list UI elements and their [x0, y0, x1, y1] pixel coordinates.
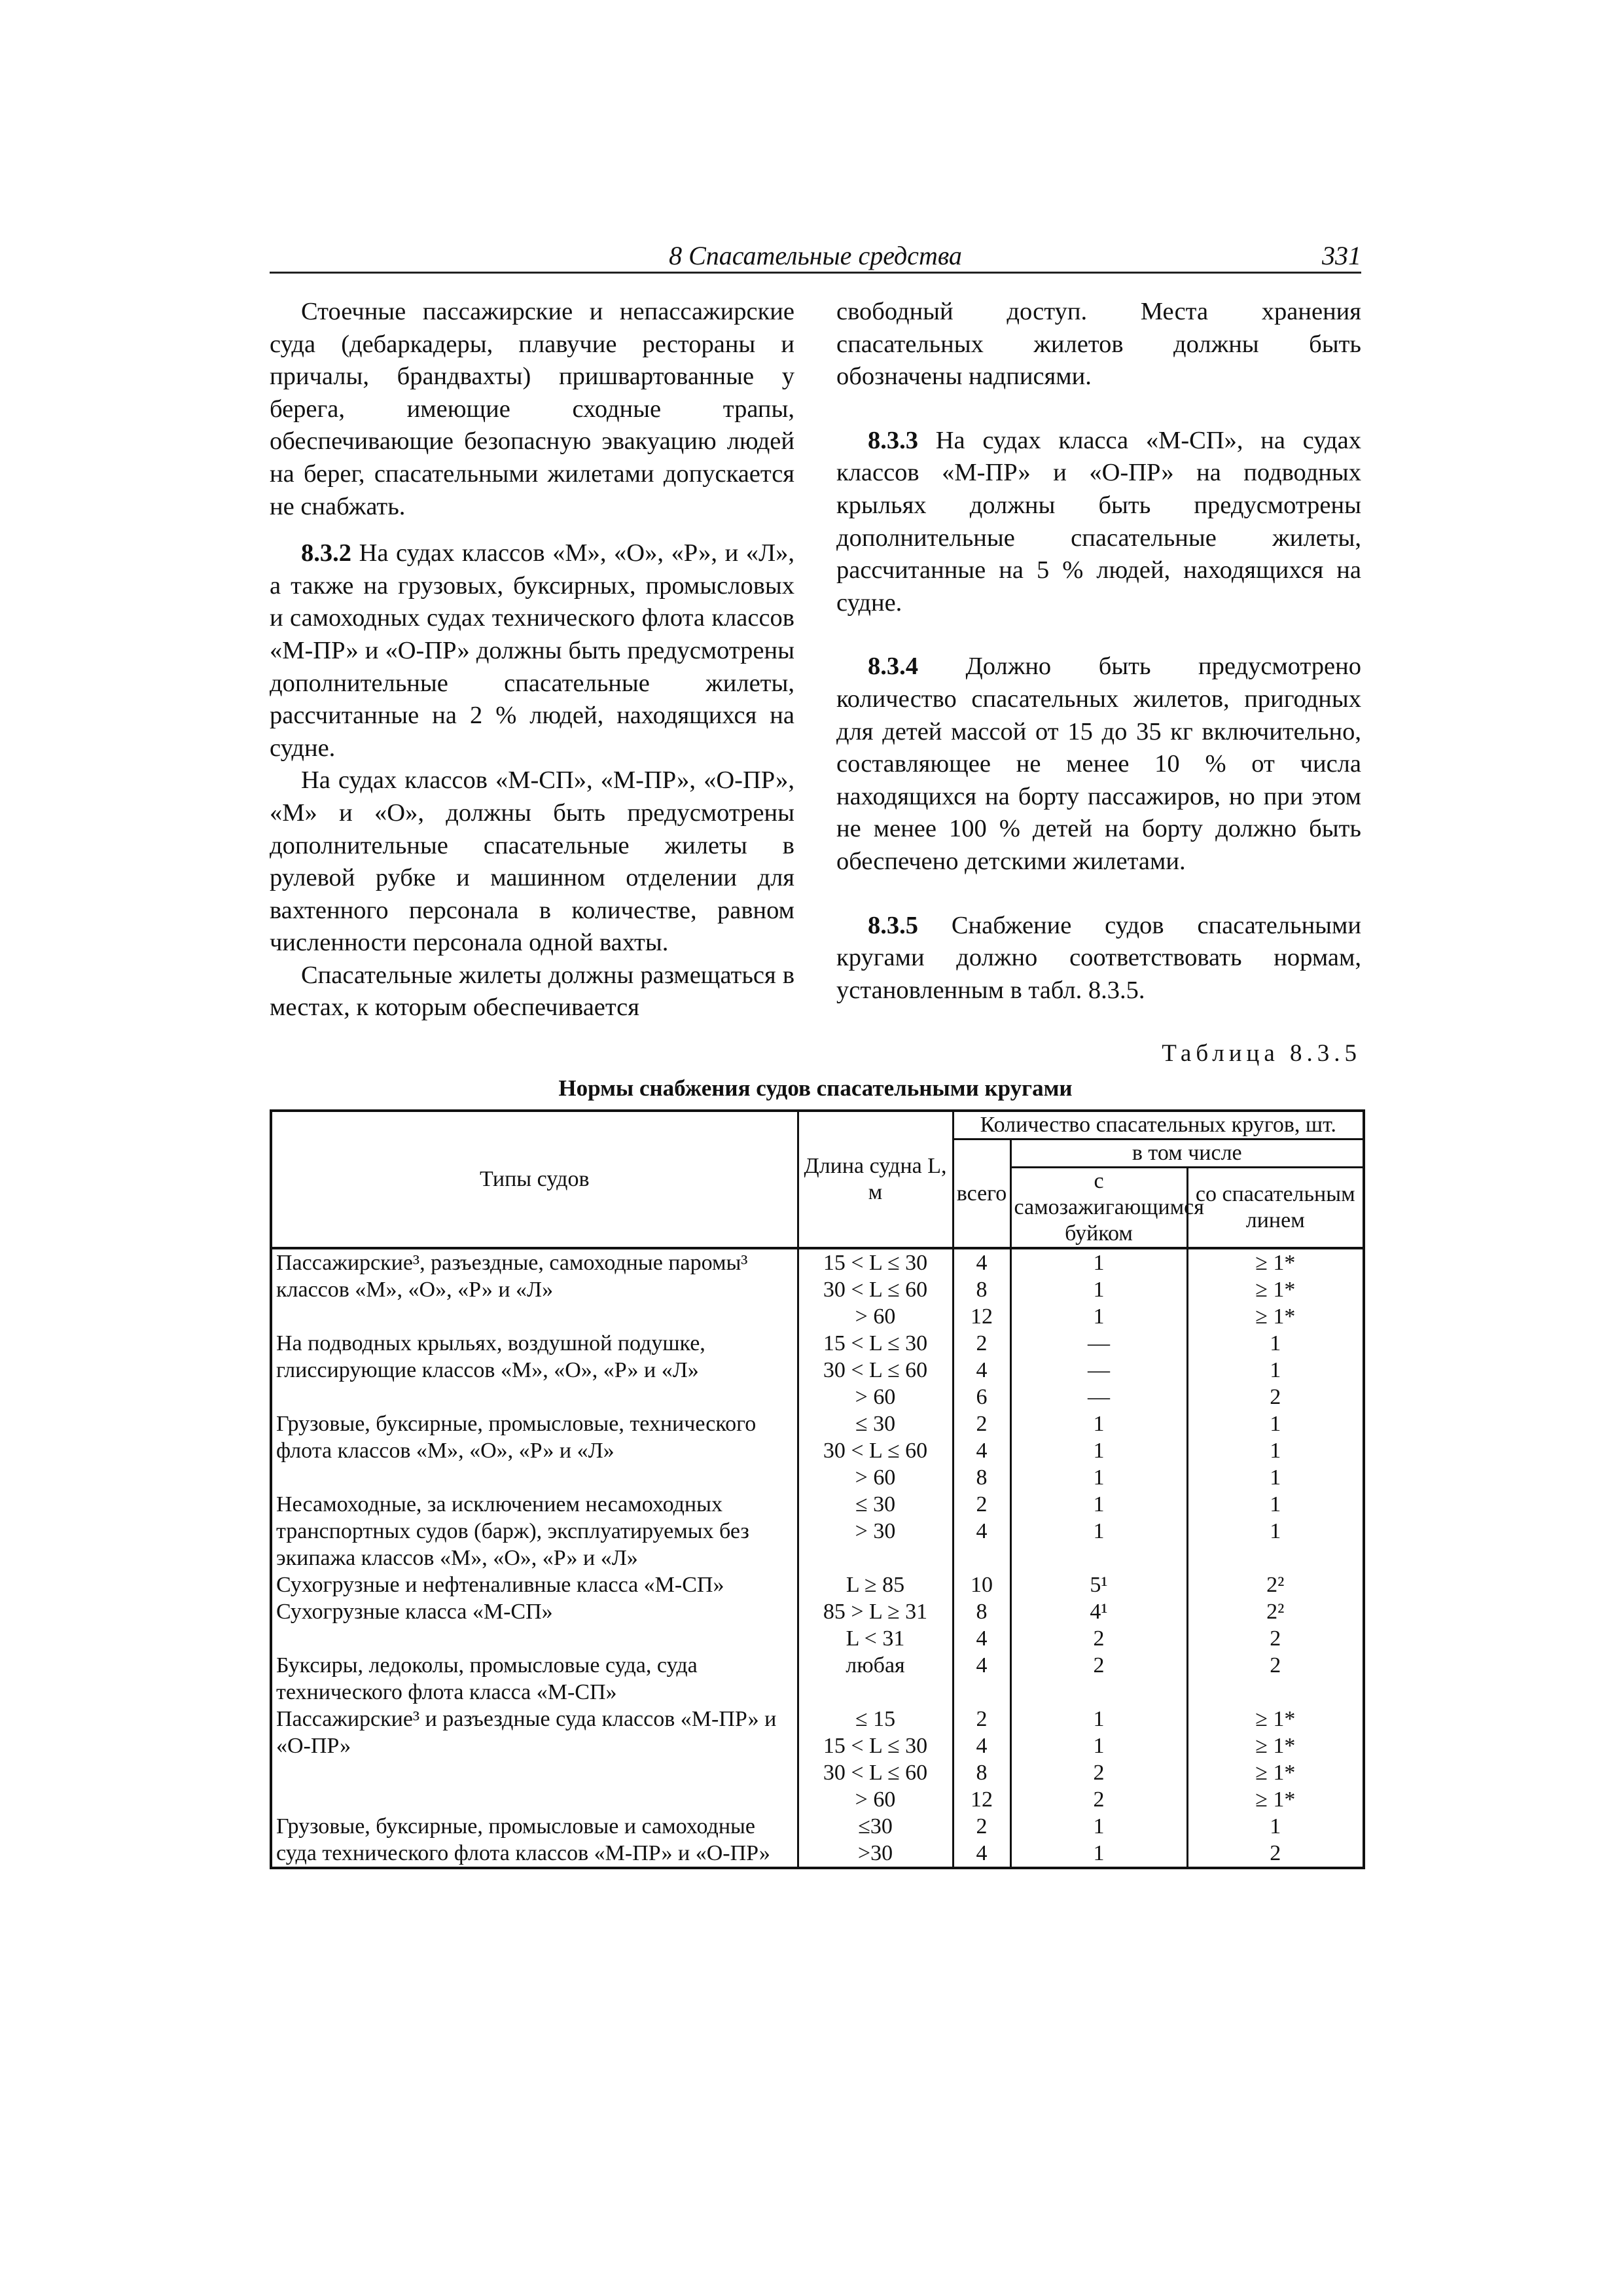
- table-row: [271, 1706, 1364, 1813]
- clause-number: 8.3.5: [868, 911, 918, 939]
- length-cell: ≤ 15 15 < L ≤ 30 30 < L ≤ 60 > 60: [798, 1706, 953, 1813]
- line-cell: 2² 2: [1187, 1598, 1364, 1652]
- section-title: 8 Спасательные средства: [669, 241, 962, 270]
- running-header: [270, 239, 1361, 274]
- line-cell: 2²: [1187, 1571, 1364, 1598]
- length-cell: L ≥ 85: [798, 1571, 953, 1598]
- buoy-cell: 2: [1010, 1652, 1187, 1706]
- header-with-line: со спасательным линем: [1187, 1168, 1364, 1249]
- right-column: [836, 296, 1361, 1007]
- total-cell: 2 4 8 12: [953, 1706, 1010, 1813]
- length-cell: ≤ 30 > 30: [798, 1491, 953, 1571]
- line-cell: ≥ 1* ≥ 1* ≥ 1*: [1187, 1248, 1364, 1330]
- vessel-type-cell: Пассажирские³ и разъездные суда классов «М-ПР» и «О-ПР»: [271, 1706, 798, 1813]
- header-types: Типы судов: [271, 1111, 798, 1248]
- total-cell: 4 8 12: [953, 1248, 1010, 1330]
- total-cell: 2 4 8: [953, 1410, 1010, 1491]
- length-cell: любая: [798, 1652, 953, 1706]
- paragraph-8-3-5: [836, 910, 1361, 1007]
- buoy-cell: 1 1 2 2: [1010, 1706, 1187, 1813]
- vessel-type-cell: Сухогрузные класса «М-СП»: [271, 1598, 798, 1652]
- line-cell: ≥ 1* ≥ 1* ≥ 1* ≥ 1*: [1187, 1706, 1364, 1813]
- buoy-cell: 1 1 1: [1010, 1410, 1187, 1491]
- line-cell: 2: [1187, 1652, 1364, 1706]
- clause-number: 8.3.4: [868, 653, 918, 681]
- buoy-cell: 1 1: [1010, 1491, 1187, 1571]
- line-cell: 1 1 1: [1187, 1410, 1364, 1491]
- vessel-type-cell: Грузовые, буксирные, промысловые и самоходные суда технического флота классов «М-ПР» и «О-ПР»: [271, 1813, 798, 1868]
- paragraph: Стоечные пассажирские и непассажирские суда (дебаркадеры, плавучие рестораны и причалы, брандвахты) пришвартованные у берега, имеющие сходные трапы, обеспечивающие безопасную эвакуацию людей на берег, спасательными жилетами допускается не снабжать.: [270, 298, 794, 520]
- vessel-type-cell: Несамоходные, за исключением несамоходных транспортных судов (барж), эксплуатируемых без экипажа классов «М», «О», «Р» и «Л»: [271, 1491, 798, 1571]
- clause-text: На судах класса «М-СП», на судах классов «М-ПР» и «О-ПР» на подводных крыльях должны быть предусмотрены дополнительные спасательные жилеты, рассчитанные на 5 % людей, находящихся на судне.: [836, 426, 1362, 617]
- table-row: [271, 1330, 1364, 1410]
- table-row: [271, 1491, 1364, 1571]
- total-cell: 4: [953, 1652, 1010, 1706]
- buoy-cell: — — —: [1010, 1330, 1187, 1410]
- vessel-type-cell: Пассажирские³, разъездные, самоходные паромы³ классов «М», «О», «Р» и «Л»: [271, 1248, 798, 1330]
- header-length: Длина судна L, м: [798, 1111, 953, 1248]
- length-cell: ≤30 >30: [798, 1813, 953, 1868]
- line-cell: 1 1 2: [1187, 1330, 1364, 1410]
- total-cell: 2 4: [953, 1813, 1010, 1868]
- paragraph-8-3-3: [836, 425, 1361, 620]
- line-cell: 1 1: [1187, 1491, 1364, 1571]
- clause-number: 8.3.2: [301, 539, 351, 567]
- paragraph: На судах классов «М-СП», «М-ПР», «О-ПР», «М» и «О», должны быть предусмотрены дополнительные спасательные жилеты в рулевой рубке и машинном отделении для вахтенного персонала в количестве, равном численности персонала одной вахты.: [270, 766, 794, 957]
- total-cell: 10: [953, 1571, 1010, 1598]
- buoy-cell: 4¹ 2: [1010, 1598, 1187, 1652]
- total-cell: 2 4: [953, 1491, 1010, 1571]
- page-number: 331: [1322, 241, 1361, 270]
- vessel-type-cell: Грузовые, буксирные, промысловые, технического флота классов «М», «О», «Р» и «Л»: [271, 1410, 798, 1491]
- paragraph-8-3-2: [270, 537, 794, 764]
- table-title: Нормы снабжения судов спасательными кругами: [558, 1075, 1073, 1101]
- table-row: [271, 1410, 1364, 1491]
- length-cell: 15 < L ≤ 30 30 < L ≤ 60 > 60: [798, 1330, 953, 1410]
- table-label: Таблица 8.3.5: [1162, 1040, 1361, 1067]
- table-row: [271, 1571, 1364, 1598]
- table-row: [271, 1813, 1364, 1868]
- paragraph-8-3-4: [836, 651, 1361, 878]
- left-column: [270, 296, 794, 1024]
- vessel-type-cell: Сухогрузные и нефтеналивные класса «М-СП»: [271, 1571, 798, 1598]
- vessel-type-cell: Буксиры, ледоколы, промысловые суда, суда технического флота класса «М-СП»: [271, 1652, 798, 1706]
- buoy-cell: 1 1 1: [1010, 1248, 1187, 1330]
- length-cell: ≤ 30 30 < L ≤ 60 > 60: [798, 1410, 953, 1491]
- line-cell: 1 2: [1187, 1813, 1364, 1868]
- clause-text: На судах классов «М», «О», «Р», и «Л», а также на грузовых, буксирных, промысловых и самоходных судах технического флота классов «М-ПР» и «О-ПР» должны быть предусмотрены дополнительные спасательные жилеты, рассчитанные на 2 % людей, находящихся на судне.: [270, 539, 794, 762]
- total-cell: 8 4: [953, 1598, 1010, 1652]
- header-total: всего: [953, 1139, 1010, 1249]
- buoy-cell: 1 1: [1010, 1813, 1187, 1868]
- clause-number: 8.3.3: [868, 426, 918, 454]
- table-row: [271, 1598, 1364, 1652]
- table-row: [271, 1652, 1364, 1706]
- table-body: [271, 1248, 1364, 1868]
- paragraph: Спасательные жилеты должны размещаться в местах, к которым обеспечивается: [270, 961, 794, 1022]
- header-with-buoy: с самозажигающимся буйком: [1010, 1168, 1187, 1249]
- total-cell: 2 4 6: [953, 1330, 1010, 1410]
- clause-text: Снабжение судов спасательными кругами должно соответствовать нормам, установленным в табл. 8.3.5.: [836, 911, 1362, 1004]
- table-row: [271, 1248, 1364, 1330]
- header-quantity: Количество спасательных кругов, шт.: [953, 1111, 1364, 1139]
- length-cell: 85 > L ≥ 31 L < 31: [798, 1598, 953, 1652]
- buoy-cell: 5¹: [1010, 1571, 1187, 1598]
- header-including: в том числе: [1010, 1139, 1364, 1168]
- vessel-type-cell: На подводных крыльях, воздушной подушке, глиссирующие классов «М», «О», «Р» и «Л»: [271, 1330, 798, 1410]
- lifebuoy-norms-table: [270, 1109, 1365, 1869]
- length-cell: 15 < L ≤ 30 30 < L ≤ 60 > 60: [798, 1248, 953, 1330]
- clause-text: Должно быть предусмотрено количество спасательных жилетов, пригодных для детей массой от 15 до 35 кг включительно, составляющее не менее 10 % от числа находящихся на борту пассажиров, но при этом не менее 100 % детей на борту должно быть обеспечено детскими жилетами.: [836, 653, 1361, 875]
- paragraph: свободный доступ. Места хранения спасательных жилетов должны быть обозначены надписями.: [836, 298, 1361, 391]
